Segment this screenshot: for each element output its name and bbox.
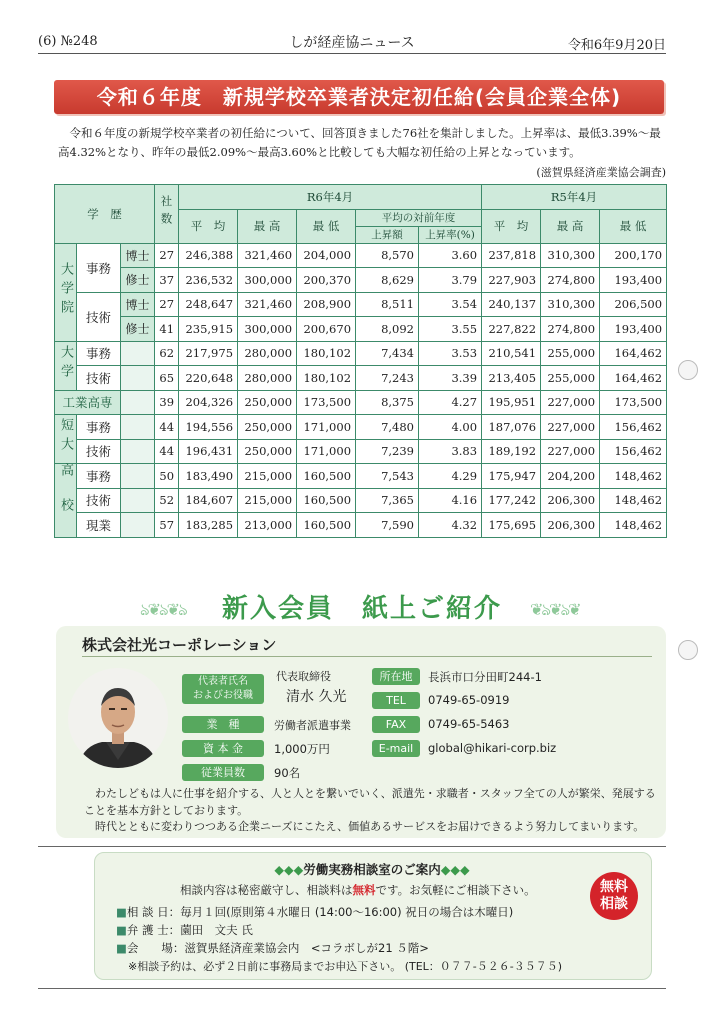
- table-cell: 217,975: [179, 341, 238, 366]
- table-cell: 255,000: [541, 366, 600, 391]
- table-cell: 227,000: [541, 390, 600, 415]
- table-cell: 204,000: [297, 243, 356, 268]
- table-cell: 235,915: [179, 317, 238, 342]
- table-cell: 171,000: [297, 439, 356, 464]
- sub-genba: 現業: [77, 513, 121, 538]
- label-business: 業 種: [182, 716, 264, 733]
- table-cell: 310,300: [541, 243, 600, 268]
- table-cell: 236,532: [179, 268, 238, 293]
- table-cell: 274,800: [541, 268, 600, 293]
- description-paragraph-2: 時代とともに変わりつつある企業ニーズにこたえ、価値あるサービスをお届けできるよう努力してまいります。: [95, 820, 645, 833]
- description-paragraph-1: わたしどもは人に仕事を紹介する、人と人とを繋いでいく、派遣先・求職者・スタッフ全ての人が繁栄、発展することを基本方針としております。: [84, 787, 656, 817]
- page-number: (6) №248: [38, 34, 98, 49]
- table-cell: 227,000: [541, 439, 600, 464]
- label-employees: 従業員数: [182, 764, 264, 781]
- table-cell: 321,460: [238, 243, 297, 268]
- table-cell: 213,000: [238, 513, 297, 538]
- table-cell: 300,000: [238, 268, 297, 293]
- section-rule: [38, 846, 666, 847]
- table-cell: 248,647: [179, 292, 238, 317]
- table-cell: 193,400: [600, 268, 667, 293]
- table-cell: 189,192: [482, 439, 541, 464]
- table-cell: 177,242: [482, 488, 541, 513]
- table-cell: 237,818: [482, 243, 541, 268]
- sub-jimu: 事務: [77, 464, 121, 489]
- table-cell: 208,900: [297, 292, 356, 317]
- table-cell: 27: [155, 243, 179, 268]
- table-cell: 164,462: [600, 341, 667, 366]
- table-row: [55, 243, 667, 268]
- table-cell: 246,388: [179, 243, 238, 268]
- consult-note: ※相談予約は、必ず２日前に事務局までお申込下さい。 (TEL：０７７-５２６-３５７５): [128, 960, 563, 973]
- diamond-icon: ◆◆◆: [440, 862, 470, 877]
- table-cell: 156,462: [600, 439, 667, 464]
- degree-hakase: 博士: [121, 243, 155, 268]
- table-cell: 321,460: [238, 292, 297, 317]
- table-cell: 300,000: [238, 317, 297, 342]
- table-cell: 204,200: [541, 464, 600, 489]
- company-description: [84, 786, 658, 836]
- consultation-intro: 相談内容は秘密厳守し、相談料は無料です。お気軽にご相談下さい。: [180, 883, 536, 897]
- address-value: 長浜市口分田町244-1: [428, 670, 542, 684]
- table-cell: 8,092: [356, 317, 419, 342]
- table-cell: 193,400: [600, 317, 667, 342]
- sub-jimu: 事務: [77, 341, 121, 366]
- header-r5-min: 最 低: [600, 209, 667, 243]
- table-cell: 227,822: [482, 317, 541, 342]
- table-cell: 52: [155, 488, 179, 513]
- table-cell: 195,951: [482, 390, 541, 415]
- fax-value: 0749-65-5463: [428, 717, 510, 731]
- sub-gijutsu: 技術: [77, 488, 121, 513]
- table-cell: 7,434: [356, 341, 419, 366]
- table-cell: 184,607: [179, 488, 238, 513]
- table-cell: 3.55: [419, 317, 482, 342]
- table-cell: 200,370: [297, 268, 356, 293]
- table-cell: 206,500: [600, 292, 667, 317]
- table-cell: 227,903: [482, 268, 541, 293]
- table-cell: 160,500: [297, 488, 356, 513]
- table-cell: 206,300: [541, 488, 600, 513]
- table-cell: 37: [155, 268, 179, 293]
- section-title-banner: 令和６年度 新規学校卒業者決定初任給(会員企業全体): [54, 80, 664, 114]
- table-cell: 50: [155, 464, 179, 489]
- group-graduate-school: 大学院: [55, 243, 77, 341]
- label-capital: 資 本 金: [182, 740, 264, 757]
- capital-value: 1,000万円: [274, 742, 330, 756]
- table-cell: 44: [155, 415, 179, 440]
- table-cell: 250,000: [238, 390, 297, 415]
- company-rule: [82, 656, 652, 657]
- table-cell: 227,000: [541, 415, 600, 440]
- email-value[interactable]: global@hikari-corp.biz: [428, 741, 557, 755]
- page-header: [38, 32, 666, 54]
- footer-rule: [38, 988, 666, 989]
- header-r5-avg: 平 均: [482, 209, 541, 243]
- diamond-icon: ◆◆◆: [274, 862, 304, 877]
- degree-shushi: 修士: [121, 268, 155, 293]
- table-cell: 27: [155, 292, 179, 317]
- table-cell: 7,239: [356, 439, 419, 464]
- table-cell: 65: [155, 366, 179, 391]
- table-cell: 148,462: [600, 513, 667, 538]
- table-row: [55, 464, 667, 489]
- table-cell: 3.54: [419, 292, 482, 317]
- table-cell: 160,500: [297, 513, 356, 538]
- consultation-title: ◆◆◆労働実務相談室のご案内◆◆◆: [274, 862, 470, 877]
- binder-hole: [678, 360, 698, 380]
- table-cell: 3.39: [419, 366, 482, 391]
- ornament-right: ❦ঌ❦ঌ❦: [530, 600, 580, 619]
- table-cell: 220,648: [179, 366, 238, 391]
- header-r6-max: 最 高: [238, 209, 297, 243]
- table-cell: 173,500: [297, 390, 356, 415]
- header-inc-amount: 上昇額: [356, 226, 419, 243]
- table-cell: 62: [155, 341, 179, 366]
- sub-jimu: 事務: [77, 243, 121, 292]
- table-row: [55, 439, 667, 464]
- sub-gijutsu: 技術: [77, 292, 121, 341]
- table-row: [55, 317, 667, 342]
- group-high-school: 高校: [55, 464, 77, 538]
- table-cell: 310,300: [541, 292, 600, 317]
- table-cell: 160,500: [297, 464, 356, 489]
- table-cell: 4.29: [419, 464, 482, 489]
- table-cell: 171,000: [297, 415, 356, 440]
- table-cell: 173,500: [600, 390, 667, 415]
- table-cell: 200,170: [600, 243, 667, 268]
- table-row: [55, 366, 667, 391]
- representative-photo: [68, 668, 168, 768]
- salary-table: [54, 184, 667, 538]
- square-bullet-icon: ■: [116, 923, 127, 937]
- label-address: 所在地: [372, 668, 420, 685]
- table-row: [55, 292, 667, 317]
- header-r5: R5年4月: [482, 185, 667, 210]
- tel-value: 0749-65-0919: [428, 693, 510, 707]
- new-member-title: 新入会員 紙上ご紹介: [221, 594, 502, 624]
- header-yoy: 平均の対前年度: [356, 209, 482, 226]
- sub-gijutsu: 技術: [77, 366, 121, 391]
- company-name: 株式会社光コーポレーション: [82, 636, 277, 654]
- table-cell: 240,137: [482, 292, 541, 317]
- table-cell: 183,490: [179, 464, 238, 489]
- table-cell: 8,629: [356, 268, 419, 293]
- rep-name: 清水 久光: [286, 689, 347, 705]
- table-row: [55, 488, 667, 513]
- table-cell: 148,462: [600, 488, 667, 513]
- table-cell: 204,326: [179, 390, 238, 415]
- table-cell: 7,480: [356, 415, 419, 440]
- table-cell: 175,695: [482, 513, 541, 538]
- table-cell: 215,000: [238, 488, 297, 513]
- table-cell: 7,590: [356, 513, 419, 538]
- table-cell: 8,511: [356, 292, 419, 317]
- table-cell: 8,570: [356, 243, 419, 268]
- employees-value: 90名: [274, 766, 301, 780]
- table-cell: 164,462: [600, 366, 667, 391]
- header-r6: R6年4月: [179, 185, 482, 210]
- table-cell: 8,375: [356, 390, 419, 415]
- table-cell: 4.00: [419, 415, 482, 440]
- table-cell: 255,000: [541, 341, 600, 366]
- table-cell: 7,365: [356, 488, 419, 513]
- table-row: [55, 268, 667, 293]
- sub-gijutsu: 技術: [77, 439, 121, 464]
- square-bullet-icon: ■: [116, 905, 127, 919]
- degree-shushi: 修士: [121, 317, 155, 342]
- table-cell: 3.83: [419, 439, 482, 464]
- consult-venue-row: ■会 場：滋賀県経済産業協会内 <コラボしが21 ５階>: [116, 941, 429, 955]
- table-cell: 200,670: [297, 317, 356, 342]
- table-cell: 57: [155, 513, 179, 538]
- table-cell: 41: [155, 317, 179, 342]
- sub-jimu: 事務: [77, 415, 121, 440]
- table-cell: 156,462: [600, 415, 667, 440]
- header-education: 学 歴: [55, 185, 155, 244]
- table-row: [55, 513, 667, 538]
- table-cell: 280,000: [238, 341, 297, 366]
- group-junior-college: 短大: [55, 415, 77, 464]
- table-cell: 274,800: [541, 317, 600, 342]
- ornament-left: ঌ❦ঌ❦ঌ: [140, 600, 186, 619]
- newsletter-title: しが経産協ニュース: [289, 35, 415, 51]
- header-r6-avg: 平 均: [179, 209, 238, 243]
- header-inc-rate: 上昇率(%): [419, 226, 482, 243]
- group-kosen: 工業高専: [55, 390, 121, 415]
- survey-source: (滋賀県経済産業協会調査): [536, 166, 666, 179]
- table-cell: 215,000: [238, 464, 297, 489]
- business-value: 労働者派遣事業: [274, 719, 351, 732]
- intro-paragraph: 令和６年度の新規学校卒業者の初任給について、回答頂きました76社を集計しました。上昇率は、最低3.39%～最高4.32%となり、昨年の最低2.09%～最高3.60%と比較しても大幅な初任給の上昇となっています。: [58, 126, 661, 159]
- table-cell: 194,556: [179, 415, 238, 440]
- table-cell: 44: [155, 439, 179, 464]
- table-cell: 148,462: [600, 464, 667, 489]
- table-cell: 210,541: [482, 341, 541, 366]
- free-consult-badge: 無料 相談: [590, 872, 638, 920]
- label-email: E-mail: [372, 740, 420, 757]
- table-cell: 180,102: [297, 366, 356, 391]
- group-university: 大学: [55, 341, 77, 390]
- label-tel: TEL: [372, 692, 420, 709]
- square-bullet-icon: ■: [116, 941, 127, 955]
- table-cell: 175,947: [482, 464, 541, 489]
- binder-hole: [678, 640, 698, 660]
- header-r6-min: 最 低: [297, 209, 356, 243]
- table-cell: 180,102: [297, 341, 356, 366]
- issue-date: 令和6年9月20日: [567, 38, 666, 53]
- table-cell: 250,000: [238, 439, 297, 464]
- table-cell: 206,300: [541, 513, 600, 538]
- consult-date-row: ■相 談 日：毎月１回(原則第４水曜日 (14:00～16:00) 祝日の場合は木曜日): [116, 905, 514, 919]
- table-cell: 213,405: [482, 366, 541, 391]
- table-cell: 4.32: [419, 513, 482, 538]
- label-fax: FAX: [372, 716, 420, 733]
- table-row: [55, 390, 667, 415]
- rep-title: 代表取締役: [276, 670, 331, 683]
- table-cell: 183,285: [179, 513, 238, 538]
- table-cell: 280,000: [238, 366, 297, 391]
- table-row: [55, 341, 667, 366]
- table-cell: 7,543: [356, 464, 419, 489]
- table-cell: 3.79: [419, 268, 482, 293]
- table-cell: 39: [155, 390, 179, 415]
- table-cell: 250,000: [238, 415, 297, 440]
- header-r5-max: 最 高: [541, 209, 600, 243]
- table-cell: 187,076: [482, 415, 541, 440]
- table-cell: 7,243: [356, 366, 419, 391]
- table-cell: 3.60: [419, 243, 482, 268]
- table-cell: 4.27: [419, 390, 482, 415]
- degree-hakase: 博士: [121, 292, 155, 317]
- table-cell: 196,431: [179, 439, 238, 464]
- label-representative: 代表者氏名 およびお役職: [182, 674, 264, 704]
- table-row: [55, 415, 667, 440]
- table-cell: 3.53: [419, 341, 482, 366]
- table-cell: 4.16: [419, 488, 482, 513]
- header-rule: [38, 53, 666, 54]
- consult-lawyer-row: ■弁 護 士：薗田 文夫 氏: [116, 923, 253, 937]
- header-companies: 社数: [155, 185, 179, 244]
